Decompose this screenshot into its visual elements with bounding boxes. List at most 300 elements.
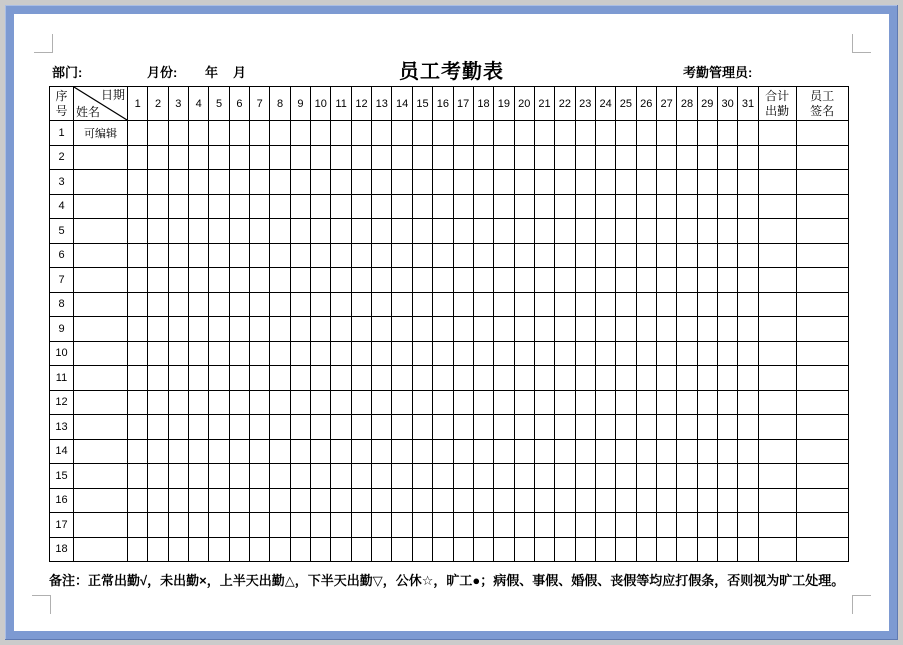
employee-name-cell[interactable] [74, 488, 128, 513]
attendance-mark-cell[interactable] [351, 219, 371, 244]
attendance-mark-cell[interactable] [128, 341, 148, 366]
attendance-mark-cell[interactable] [331, 366, 351, 391]
attendance-mark-cell[interactable] [392, 268, 412, 293]
attendance-mark-cell[interactable] [392, 488, 412, 513]
attendance-mark-cell[interactable] [697, 537, 717, 562]
attendance-mark-cell[interactable] [412, 513, 432, 538]
attendance-mark-cell[interactable] [616, 366, 636, 391]
attendance-mark-cell[interactable] [738, 317, 758, 342]
attendance-mark-cell[interactable] [412, 268, 432, 293]
attendance-mark-cell[interactable] [595, 537, 615, 562]
attendance-mark-cell[interactable] [290, 243, 310, 268]
attendance-mark-cell[interactable] [738, 415, 758, 440]
attendance-mark-cell[interactable] [372, 390, 392, 415]
employee-name-cell[interactable]: 可编辑 [74, 121, 128, 146]
attendance-mark-cell[interactable] [311, 292, 331, 317]
attendance-mark-cell[interactable] [453, 415, 473, 440]
attendance-mark-cell[interactable] [128, 145, 148, 170]
attendance-mark-cell[interactable] [555, 243, 575, 268]
attendance-mark-cell[interactable] [351, 439, 371, 464]
attendance-mark-cell[interactable] [595, 317, 615, 342]
attendance-mark-cell[interactable] [534, 121, 554, 146]
attendance-mark-cell[interactable] [412, 243, 432, 268]
attendance-mark-cell[interactable] [372, 121, 392, 146]
attendance-mark-cell[interactable] [270, 341, 290, 366]
attendance-mark-cell[interactable] [555, 194, 575, 219]
attendance-mark-cell[interactable] [229, 219, 249, 244]
attendance-mark-cell[interactable] [656, 415, 676, 440]
employee-signature-cell[interactable] [796, 439, 848, 464]
attendance-mark-cell[interactable] [494, 170, 514, 195]
employee-name-cell[interactable] [74, 537, 128, 562]
attendance-mark-cell[interactable] [229, 145, 249, 170]
attendance-mark-cell[interactable] [148, 170, 168, 195]
attendance-mark-cell[interactable] [229, 268, 249, 293]
attendance-mark-cell[interactable] [229, 415, 249, 440]
attendance-mark-cell[interactable] [433, 292, 453, 317]
attendance-mark-cell[interactable] [738, 390, 758, 415]
attendance-mark-cell[interactable] [250, 268, 270, 293]
attendance-mark-cell[interactable] [534, 488, 554, 513]
attendance-mark-cell[interactable] [372, 317, 392, 342]
attendance-mark-cell[interactable] [738, 292, 758, 317]
total-attendance-cell[interactable] [758, 194, 796, 219]
attendance-mark-cell[interactable] [392, 464, 412, 489]
attendance-mark-cell[interactable] [168, 317, 188, 342]
employee-name-cell[interactable] [74, 219, 128, 244]
attendance-mark-cell[interactable] [575, 537, 595, 562]
attendance-mark-cell[interactable] [270, 121, 290, 146]
attendance-mark-cell[interactable] [331, 170, 351, 195]
total-attendance-cell[interactable] [758, 390, 796, 415]
employee-signature-cell[interactable] [796, 145, 848, 170]
attendance-mark-cell[interactable] [595, 243, 615, 268]
attendance-mark-cell[interactable] [148, 537, 168, 562]
employee-name-cell[interactable] [74, 170, 128, 195]
attendance-mark-cell[interactable] [555, 366, 575, 391]
attendance-mark-cell[interactable] [433, 439, 453, 464]
attendance-mark-cell[interactable] [514, 243, 534, 268]
attendance-mark-cell[interactable] [697, 415, 717, 440]
attendance-mark-cell[interactable] [555, 537, 575, 562]
attendance-mark-cell[interactable] [494, 415, 514, 440]
total-attendance-cell[interactable] [758, 145, 796, 170]
employee-signature-cell[interactable] [796, 219, 848, 244]
attendance-mark-cell[interactable] [738, 243, 758, 268]
attendance-mark-cell[interactable] [168, 439, 188, 464]
attendance-mark-cell[interactable] [636, 537, 656, 562]
attendance-mark-cell[interactable] [270, 464, 290, 489]
attendance-mark-cell[interactable] [433, 366, 453, 391]
attendance-mark-cell[interactable] [717, 366, 737, 391]
attendance-mark-cell[interactable] [616, 513, 636, 538]
attendance-mark-cell[interactable] [738, 194, 758, 219]
attendance-mark-cell[interactable] [636, 317, 656, 342]
attendance-mark-cell[interactable] [168, 145, 188, 170]
attendance-mark-cell[interactable] [209, 194, 229, 219]
attendance-mark-cell[interactable] [168, 488, 188, 513]
attendance-mark-cell[interactable] [189, 341, 209, 366]
attendance-mark-cell[interactable] [229, 121, 249, 146]
attendance-mark-cell[interactable] [514, 366, 534, 391]
total-attendance-cell[interactable] [758, 366, 796, 391]
attendance-mark-cell[interactable] [250, 537, 270, 562]
total-attendance-cell[interactable] [758, 268, 796, 293]
attendance-mark-cell[interactable] [189, 317, 209, 342]
attendance-mark-cell[interactable] [372, 145, 392, 170]
attendance-mark-cell[interactable] [494, 488, 514, 513]
attendance-mark-cell[interactable] [270, 268, 290, 293]
attendance-mark-cell[interactable] [555, 268, 575, 293]
attendance-mark-cell[interactable] [168, 537, 188, 562]
attendance-mark-cell[interactable] [453, 537, 473, 562]
attendance-mark-cell[interactable] [351, 170, 371, 195]
attendance-mark-cell[interactable] [250, 170, 270, 195]
attendance-mark-cell[interactable] [656, 366, 676, 391]
attendance-mark-cell[interactable] [270, 145, 290, 170]
attendance-mark-cell[interactable] [494, 243, 514, 268]
attendance-mark-cell[interactable] [555, 145, 575, 170]
employee-signature-cell[interactable] [796, 243, 848, 268]
attendance-mark-cell[interactable] [453, 268, 473, 293]
attendance-mark-cell[interactable] [677, 268, 697, 293]
attendance-mark-cell[interactable] [412, 390, 432, 415]
attendance-mark-cell[interactable] [290, 464, 310, 489]
total-attendance-cell[interactable] [758, 292, 796, 317]
attendance-mark-cell[interactable] [189, 464, 209, 489]
attendance-mark-cell[interactable] [351, 121, 371, 146]
employee-name-cell[interactable] [74, 268, 128, 293]
attendance-mark-cell[interactable] [738, 341, 758, 366]
attendance-mark-cell[interactable] [250, 121, 270, 146]
attendance-mark-cell[interactable] [636, 145, 656, 170]
attendance-mark-cell[interactable] [168, 121, 188, 146]
attendance-mark-cell[interactable] [595, 390, 615, 415]
attendance-mark-cell[interactable] [575, 415, 595, 440]
attendance-mark-cell[interactable] [453, 464, 473, 489]
attendance-mark-cell[interactable] [677, 390, 697, 415]
attendance-mark-cell[interactable] [636, 219, 656, 244]
attendance-mark-cell[interactable] [514, 194, 534, 219]
attendance-mark-cell[interactable] [311, 513, 331, 538]
attendance-mark-cell[interactable] [534, 243, 554, 268]
attendance-mark-cell[interactable] [311, 366, 331, 391]
attendance-mark-cell[interactable] [270, 170, 290, 195]
attendance-mark-cell[interactable] [372, 537, 392, 562]
attendance-mark-cell[interactable] [697, 121, 717, 146]
attendance-mark-cell[interactable] [189, 268, 209, 293]
attendance-mark-cell[interactable] [372, 268, 392, 293]
attendance-mark-cell[interactable] [453, 145, 473, 170]
attendance-mark-cell[interactable] [717, 145, 737, 170]
total-attendance-cell[interactable] [758, 317, 796, 342]
attendance-mark-cell[interactable] [656, 513, 676, 538]
attendance-mark-cell[interactable] [290, 145, 310, 170]
attendance-mark-cell[interactable] [209, 292, 229, 317]
attendance-mark-cell[interactable] [575, 292, 595, 317]
attendance-mark-cell[interactable] [555, 121, 575, 146]
attendance-mark-cell[interactable] [473, 292, 493, 317]
attendance-mark-cell[interactable] [270, 415, 290, 440]
attendance-mark-cell[interactable] [128, 317, 148, 342]
attendance-mark-cell[interactable] [270, 194, 290, 219]
attendance-mark-cell[interactable] [514, 439, 534, 464]
attendance-mark-cell[interactable] [697, 464, 717, 489]
attendance-mark-cell[interactable] [595, 366, 615, 391]
attendance-mark-cell[interactable] [656, 145, 676, 170]
attendance-mark-cell[interactable] [616, 145, 636, 170]
attendance-mark-cell[interactable] [412, 537, 432, 562]
attendance-mark-cell[interactable] [555, 415, 575, 440]
attendance-mark-cell[interactable] [697, 513, 717, 538]
employee-signature-cell[interactable] [796, 170, 848, 195]
attendance-mark-cell[interactable] [656, 390, 676, 415]
attendance-mark-cell[interactable] [412, 170, 432, 195]
attendance-mark-cell[interactable] [717, 268, 737, 293]
attendance-mark-cell[interactable] [290, 268, 310, 293]
attendance-mark-cell[interactable] [595, 170, 615, 195]
attendance-mark-cell[interactable] [270, 439, 290, 464]
total-attendance-cell[interactable] [758, 513, 796, 538]
attendance-mark-cell[interactable] [514, 537, 534, 562]
attendance-mark-cell[interactable] [697, 268, 717, 293]
attendance-mark-cell[interactable] [514, 488, 534, 513]
attendance-mark-cell[interactable] [189, 194, 209, 219]
attendance-mark-cell[interactable] [453, 488, 473, 513]
attendance-mark-cell[interactable] [717, 537, 737, 562]
attendance-mark-cell[interactable] [250, 464, 270, 489]
attendance-mark-cell[interactable] [209, 390, 229, 415]
employee-name-cell[interactable] [74, 292, 128, 317]
attendance-mark-cell[interactable] [453, 292, 473, 317]
attendance-mark-cell[interactable] [595, 145, 615, 170]
attendance-mark-cell[interactable] [738, 488, 758, 513]
attendance-mark-cell[interactable] [351, 537, 371, 562]
attendance-mark-cell[interactable] [372, 243, 392, 268]
attendance-mark-cell[interactable] [575, 341, 595, 366]
attendance-mark-cell[interactable] [616, 292, 636, 317]
attendance-mark-cell[interactable] [351, 145, 371, 170]
attendance-mark-cell[interactable] [128, 292, 148, 317]
attendance-mark-cell[interactable] [616, 439, 636, 464]
attendance-mark-cell[interactable] [290, 415, 310, 440]
attendance-mark-cell[interactable] [677, 415, 697, 440]
attendance-mark-cell[interactable] [229, 439, 249, 464]
attendance-mark-cell[interactable] [656, 219, 676, 244]
attendance-mark-cell[interactable] [331, 219, 351, 244]
attendance-mark-cell[interactable] [636, 194, 656, 219]
attendance-mark-cell[interactable] [514, 341, 534, 366]
employee-signature-cell[interactable] [796, 488, 848, 513]
attendance-mark-cell[interactable] [717, 219, 737, 244]
attendance-mark-cell[interactable] [473, 243, 493, 268]
attendance-mark-cell[interactable] [229, 366, 249, 391]
attendance-mark-cell[interactable] [331, 513, 351, 538]
attendance-mark-cell[interactable] [555, 439, 575, 464]
attendance-mark-cell[interactable] [331, 145, 351, 170]
attendance-mark-cell[interactable] [738, 145, 758, 170]
attendance-mark-cell[interactable] [575, 268, 595, 293]
attendance-mark-cell[interactable] [717, 464, 737, 489]
attendance-mark-cell[interactable] [677, 292, 697, 317]
attendance-mark-cell[interactable] [433, 415, 453, 440]
attendance-mark-cell[interactable] [331, 194, 351, 219]
attendance-mark-cell[interactable] [290, 121, 310, 146]
attendance-mark-cell[interactable] [677, 488, 697, 513]
attendance-mark-cell[interactable] [717, 194, 737, 219]
attendance-mark-cell[interactable] [290, 292, 310, 317]
attendance-mark-cell[interactable] [575, 464, 595, 489]
attendance-mark-cell[interactable] [392, 219, 412, 244]
attendance-mark-cell[interactable] [311, 464, 331, 489]
attendance-mark-cell[interactable] [636, 341, 656, 366]
attendance-mark-cell[interactable] [128, 390, 148, 415]
attendance-mark-cell[interactable] [331, 292, 351, 317]
attendance-mark-cell[interactable] [717, 243, 737, 268]
attendance-mark-cell[interactable] [494, 292, 514, 317]
attendance-mark-cell[interactable] [473, 121, 493, 146]
attendance-mark-cell[interactable] [189, 439, 209, 464]
total-attendance-cell[interactable] [758, 121, 796, 146]
attendance-mark-cell[interactable] [717, 439, 737, 464]
attendance-mark-cell[interactable] [534, 268, 554, 293]
attendance-mark-cell[interactable] [250, 219, 270, 244]
employee-signature-cell[interactable] [796, 537, 848, 562]
attendance-mark-cell[interactable] [189, 415, 209, 440]
attendance-mark-cell[interactable] [290, 194, 310, 219]
attendance-mark-cell[interactable] [148, 194, 168, 219]
attendance-mark-cell[interactable] [697, 390, 717, 415]
attendance-mark-cell[interactable] [656, 292, 676, 317]
attendance-mark-cell[interactable] [270, 219, 290, 244]
attendance-mark-cell[interactable] [595, 439, 615, 464]
attendance-mark-cell[interactable] [433, 464, 453, 489]
attendance-mark-cell[interactable] [168, 219, 188, 244]
employee-name-cell[interactable] [74, 513, 128, 538]
attendance-mark-cell[interactable] [555, 317, 575, 342]
attendance-mark-cell[interactable] [494, 513, 514, 538]
employee-name-cell[interactable] [74, 366, 128, 391]
attendance-mark-cell[interactable] [534, 537, 554, 562]
attendance-mark-cell[interactable] [595, 488, 615, 513]
attendance-mark-cell[interactable] [636, 513, 656, 538]
attendance-mark-cell[interactable] [372, 415, 392, 440]
attendance-mark-cell[interactable] [473, 341, 493, 366]
attendance-mark-cell[interactable] [534, 513, 554, 538]
attendance-mark-cell[interactable] [717, 513, 737, 538]
attendance-mark-cell[interactable] [494, 464, 514, 489]
attendance-mark-cell[interactable] [168, 366, 188, 391]
attendance-mark-cell[interactable] [311, 415, 331, 440]
attendance-mark-cell[interactable] [636, 415, 656, 440]
attendance-mark-cell[interactable] [392, 439, 412, 464]
attendance-mark-cell[interactable] [636, 464, 656, 489]
attendance-mark-cell[interactable] [677, 170, 697, 195]
attendance-mark-cell[interactable] [636, 268, 656, 293]
attendance-mark-cell[interactable] [311, 121, 331, 146]
attendance-mark-cell[interactable] [717, 488, 737, 513]
attendance-mark-cell[interactable] [738, 268, 758, 293]
attendance-mark-cell[interactable] [433, 390, 453, 415]
attendance-mark-cell[interactable] [392, 366, 412, 391]
attendance-mark-cell[interactable] [494, 194, 514, 219]
attendance-mark-cell[interactable] [189, 219, 209, 244]
attendance-mark-cell[interactable] [209, 488, 229, 513]
employee-signature-cell[interactable] [796, 341, 848, 366]
attendance-mark-cell[interactable] [168, 390, 188, 415]
attendance-mark-cell[interactable] [229, 537, 249, 562]
attendance-mark-cell[interactable] [311, 537, 331, 562]
attendance-mark-cell[interactable] [372, 219, 392, 244]
attendance-mark-cell[interactable] [697, 145, 717, 170]
attendance-mark-cell[interactable] [392, 145, 412, 170]
attendance-mark-cell[interactable] [555, 390, 575, 415]
attendance-mark-cell[interactable] [372, 341, 392, 366]
attendance-mark-cell[interactable] [148, 488, 168, 513]
total-attendance-cell[interactable] [758, 537, 796, 562]
attendance-mark-cell[interactable] [372, 170, 392, 195]
attendance-mark-cell[interactable] [656, 537, 676, 562]
attendance-mark-cell[interactable] [616, 537, 636, 562]
attendance-mark-cell[interactable] [351, 243, 371, 268]
attendance-mark-cell[interactable] [494, 439, 514, 464]
attendance-mark-cell[interactable] [433, 268, 453, 293]
attendance-mark-cell[interactable] [168, 292, 188, 317]
attendance-mark-cell[interactable] [412, 341, 432, 366]
attendance-mark-cell[interactable] [209, 513, 229, 538]
attendance-mark-cell[interactable] [677, 145, 697, 170]
attendance-mark-cell[interactable] [290, 170, 310, 195]
attendance-mark-cell[interactable] [453, 366, 473, 391]
attendance-mark-cell[interactable] [453, 121, 473, 146]
attendance-mark-cell[interactable] [392, 415, 412, 440]
attendance-mark-cell[interactable] [494, 537, 514, 562]
attendance-mark-cell[interactable] [311, 341, 331, 366]
attendance-mark-cell[interactable] [250, 341, 270, 366]
attendance-mark-cell[interactable] [616, 219, 636, 244]
attendance-mark-cell[interactable] [189, 488, 209, 513]
attendance-mark-cell[interactable] [148, 341, 168, 366]
attendance-mark-cell[interactable] [453, 513, 473, 538]
attendance-mark-cell[interactable] [209, 219, 229, 244]
employee-signature-cell[interactable] [796, 464, 848, 489]
attendance-mark-cell[interactable] [453, 341, 473, 366]
attendance-mark-cell[interactable] [209, 121, 229, 146]
attendance-mark-cell[interactable] [534, 366, 554, 391]
attendance-mark-cell[interactable] [250, 415, 270, 440]
attendance-mark-cell[interactable] [128, 268, 148, 293]
attendance-mark-cell[interactable] [189, 145, 209, 170]
attendance-mark-cell[interactable] [514, 145, 534, 170]
attendance-mark-cell[interactable] [575, 219, 595, 244]
attendance-mark-cell[interactable] [331, 415, 351, 440]
attendance-mark-cell[interactable] [433, 121, 453, 146]
employee-name-cell[interactable] [74, 194, 128, 219]
employee-name-cell[interactable] [74, 317, 128, 342]
attendance-mark-cell[interactable] [250, 488, 270, 513]
attendance-mark-cell[interactable] [473, 194, 493, 219]
attendance-mark-cell[interactable] [250, 145, 270, 170]
attendance-mark-cell[interactable] [168, 170, 188, 195]
attendance-mark-cell[interactable] [514, 170, 534, 195]
attendance-mark-cell[interactable] [331, 464, 351, 489]
attendance-mark-cell[interactable] [229, 317, 249, 342]
attendance-mark-cell[interactable] [697, 243, 717, 268]
attendance-mark-cell[interactable] [514, 464, 534, 489]
attendance-mark-cell[interactable] [331, 390, 351, 415]
attendance-mark-cell[interactable] [168, 268, 188, 293]
attendance-mark-cell[interactable] [656, 488, 676, 513]
